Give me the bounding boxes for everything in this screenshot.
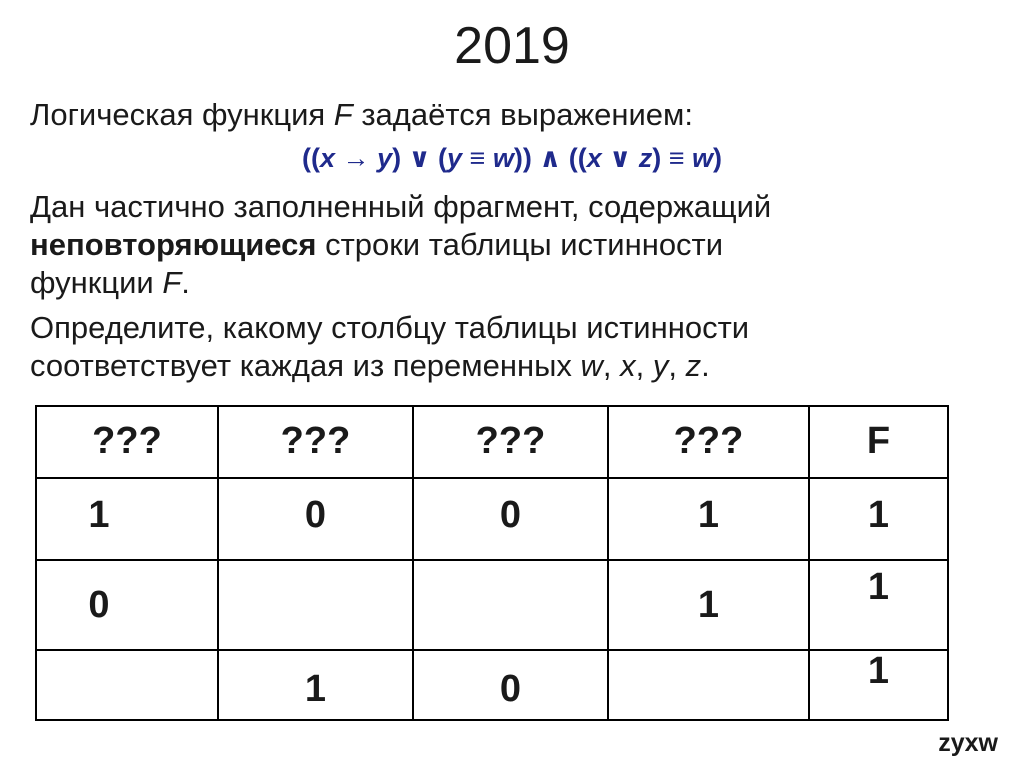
logical-expression	[0, 141, 1024, 175]
table-cell	[36, 650, 218, 720]
cell-value: 1	[867, 494, 890, 536]
fragment-line: Дан частично заполненный фрагмент, содержащий	[30, 189, 772, 224]
expr-var-w: w	[691, 143, 713, 173]
table-cell	[809, 650, 948, 720]
intro-text-part: задаётся выражением:	[352, 97, 693, 132]
fragment-text-part: функции	[30, 265, 163, 300]
expr-var-x: x	[586, 143, 602, 173]
separator: ,	[668, 348, 686, 383]
separator: ,	[602, 348, 621, 383]
expr-op-or: ∨	[601, 143, 639, 173]
function-name: F	[333, 97, 353, 132]
question-line	[30, 348, 749, 386]
question-text	[30, 310, 749, 386]
cell-value: 0	[499, 494, 522, 536]
header-label: ???	[92, 420, 162, 462]
fragment-text-part: .	[181, 265, 190, 300]
expr-var-y: y	[447, 143, 463, 173]
header-label: ???	[475, 420, 546, 462]
expr-op-implies: →	[335, 143, 378, 173]
question-text-part: соответствует каждая из переменных	[30, 348, 581, 383]
table-row	[36, 478, 948, 560]
question-line: Определите, какому столбцу таблицы истинности	[30, 310, 750, 345]
cell-value: 0	[499, 668, 522, 710]
expr-part: )	[712, 143, 722, 173]
table-cell	[218, 478, 413, 560]
cell-value: 1	[697, 494, 720, 536]
table-cell	[218, 650, 413, 720]
cell-value: 1	[304, 668, 327, 710]
table-cell	[608, 560, 809, 650]
table-row	[36, 560, 948, 650]
fragment-line	[30, 227, 771, 265]
table-cell	[608, 650, 809, 720]
header-cell	[218, 406, 413, 478]
cell-value: 0	[304, 494, 327, 536]
cell-value: 1	[88, 494, 110, 536]
separator: ,	[635, 348, 653, 383]
table-cell	[218, 560, 413, 650]
expr-var-z: z	[638, 143, 653, 173]
table-cell	[413, 560, 608, 650]
truth-table	[35, 405, 949, 721]
header-cell	[36, 406, 218, 478]
expr-part: ) ≡	[652, 143, 692, 173]
table-row	[36, 650, 948, 720]
header-cell	[413, 406, 608, 478]
header-label: ???	[673, 420, 744, 462]
fragment-text	[30, 189, 771, 303]
answer-text: zyxw	[938, 729, 998, 757]
function-name: F	[162, 265, 182, 300]
var-z: z	[685, 348, 702, 383]
table-cell	[413, 650, 608, 720]
header-label: F	[866, 420, 891, 462]
intro-text-part: Логическая функция	[30, 97, 334, 132]
cell-value: 1	[867, 566, 890, 608]
table-cell	[809, 478, 948, 560]
header-cell	[608, 406, 809, 478]
table-header-row	[36, 406, 948, 478]
expr-part: ((	[302, 143, 321, 173]
intro-text	[30, 97, 693, 133]
expr-var-w: w	[492, 143, 514, 173]
table-cell	[809, 560, 948, 650]
slide-title: 2019	[454, 17, 570, 75]
header-cell	[809, 406, 948, 478]
expr-var-x: x	[320, 143, 336, 173]
header-label: ???	[280, 420, 351, 462]
cell-value: 1	[697, 584, 720, 626]
var-w: w	[580, 348, 603, 383]
cell-value: 1	[867, 650, 890, 692]
expr-op-equiv: ≡	[462, 143, 493, 173]
table-cell	[36, 478, 218, 560]
table-cell	[413, 478, 608, 560]
fragment-line-rest: строки таблицы истинности	[316, 227, 724, 262]
expr-part: ) ∨ (	[392, 143, 448, 173]
var-y: y	[652, 348, 669, 383]
cell-value: 0	[88, 584, 110, 626]
fragment-line	[30, 265, 771, 303]
expr-part: )) ∧ ((	[513, 143, 587, 173]
table-cell	[608, 478, 809, 560]
question-text-part: .	[701, 348, 710, 383]
expr-var-y: y	[377, 143, 393, 173]
table-cell	[36, 560, 218, 650]
emphasis-text: неповторяющиеся	[30, 227, 317, 262]
var-x: x	[620, 348, 636, 383]
